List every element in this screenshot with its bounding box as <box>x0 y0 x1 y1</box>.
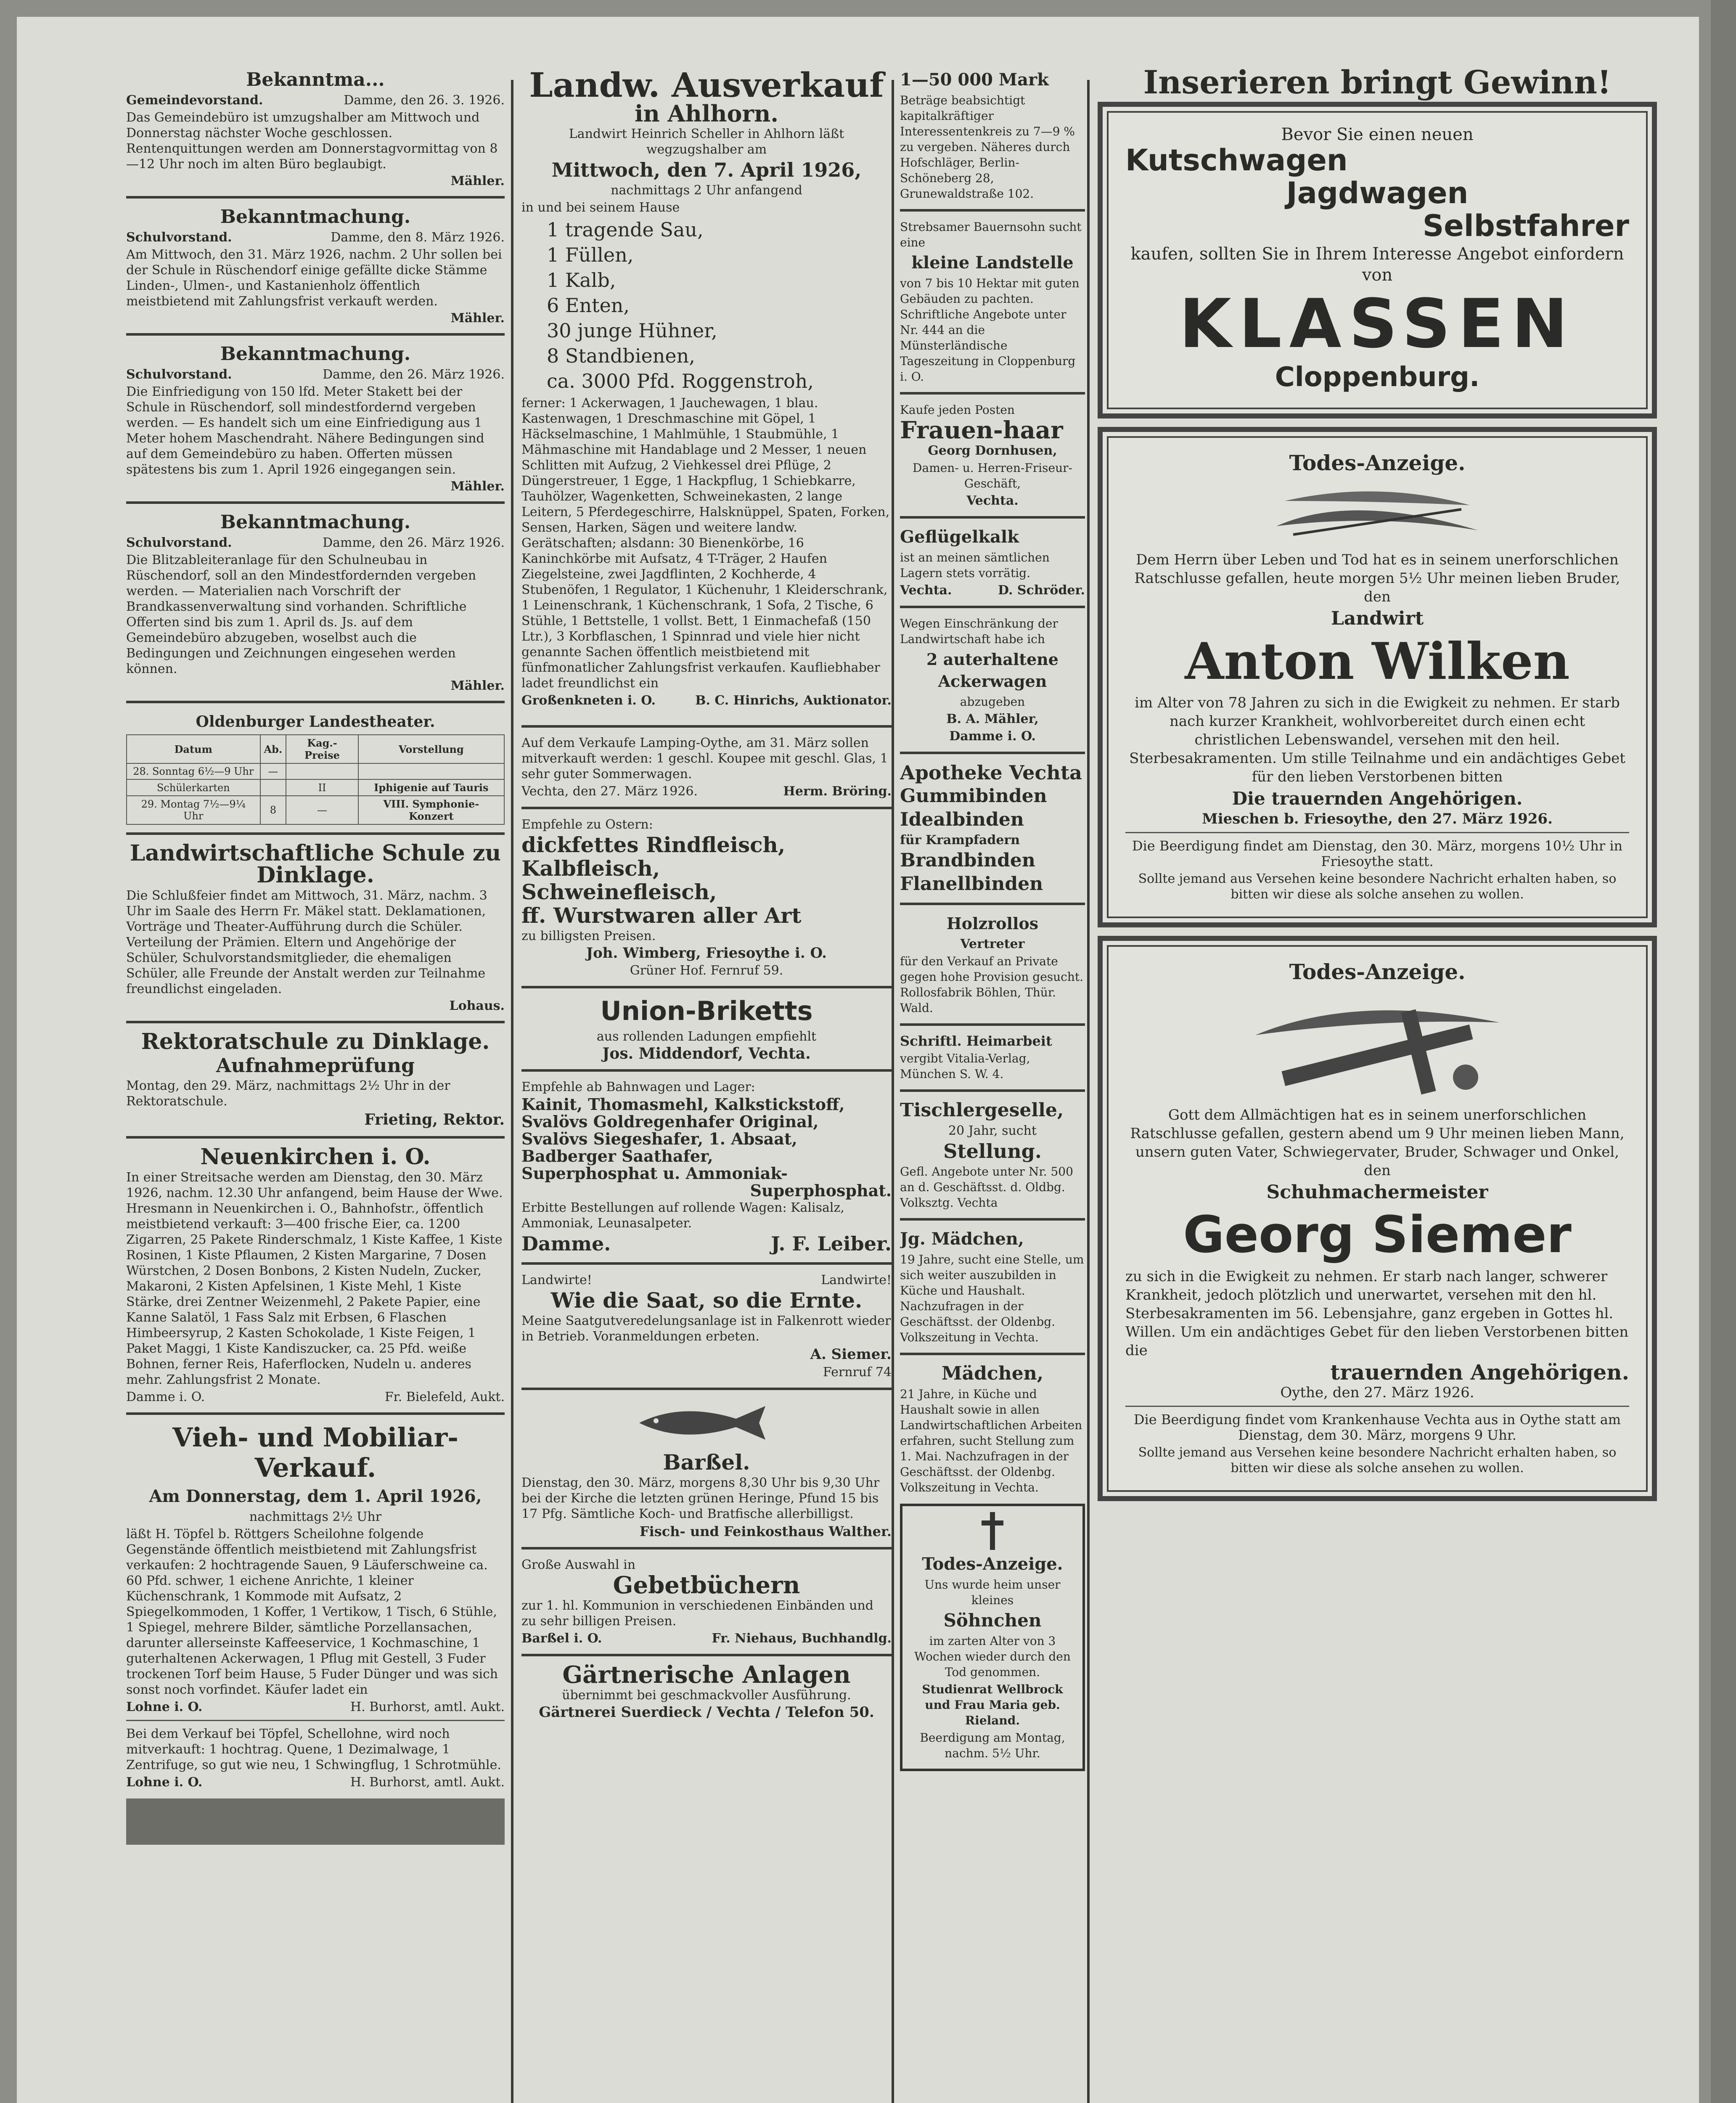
school-sign: Lohaus. <box>449 999 505 1013</box>
neuenkirchen-title: Neuenkirchen i. O. <box>200 1144 431 1170</box>
notice-1 <box>126 69 505 188</box>
ahlhorn-intro: Landwirt Heinrich Scheller in Ahlhorn läßt wegzugshalber am <box>569 127 844 157</box>
wimberg-sign: Joh. Wimberg, Friesoythe i. O. <box>586 945 827 961</box>
column-rule <box>511 80 513 2103</box>
siemer-title: Todes-Anzeige. <box>1289 959 1466 984</box>
todes-small-body1: Uns wurde heim unser kleines <box>924 1578 1061 1607</box>
saat-title: Wie die Saat, so die Ernte. <box>550 1288 863 1313</box>
gaertner-title: Gärtnerische Anlagen <box>562 1661 851 1689</box>
list-item: Superphosphat. <box>750 1181 892 1200</box>
lamping-ad <box>521 735 892 799</box>
vieh-ad <box>126 1422 505 1790</box>
palm-branch-icon <box>1125 476 1629 549</box>
column-rule <box>1087 80 1090 2103</box>
siemer-name: Georg Siemer <box>1183 1206 1572 1264</box>
school-body: Die Schlußfeier findet am Mittwoch, 31. März, nachm. 3 Uhr im Saale des Herrn Fr. Mäkel statt. Deklamationen, Vorträge und Theater-Aufführung durch die Schüler. Verteilung der Prämien. Eltern und Angehörige der Schüler, Schulvorstandsmitglieder, die ehemaligen Schüler, alle Freunde der Anstalt werden zur Teilnahme freundlichst eingeladen. <box>126 888 487 996</box>
wilken-name: Anton Wilken <box>1185 632 1570 691</box>
list-item: 1 Kalb, <box>547 269 616 291</box>
list-item: ca. 3000 Pfd. Roggenstroh, <box>547 370 814 392</box>
notice-sign: Mähler. <box>450 678 505 693</box>
list-item: ff. Wurstwaren aller Art <box>521 903 802 928</box>
union-sign: Jos. Middendorf, Vechta. <box>602 1045 811 1062</box>
acker-title: 2 auterhaltene Ackerwagen <box>926 650 1059 691</box>
list-item: Schweinefleisch, <box>521 879 717 904</box>
list-item: für Krampfadern <box>900 833 1020 848</box>
list-item: Badberger Saathafer, <box>521 1147 713 1165</box>
list-item: Brandbinden <box>900 850 1035 871</box>
vieh-date: Am Donnerstag, dem 1. April 1926, <box>149 1486 482 1506</box>
notice-body: Am Mittwoch, den 31. März 1926, nachm. 2 Uhr sollen bei der Schule in Rüschendorf einige gefällte dicke Stämme Linden-, Ulmen-, und Kastanienholz öffentlich meistbietend mit Zahlungsfrist verkauft werden. <box>126 247 502 309</box>
klassen-place: Cloppenburg. <box>1275 362 1480 393</box>
notice-3 <box>126 343 505 494</box>
theater-schedule <box>126 711 505 825</box>
holz-title: Holzrollos <box>946 914 1039 933</box>
school-title: Landwirtschaftliche Schule zu Dinklage. <box>130 840 501 888</box>
landstelle-ad <box>900 219 1085 384</box>
frauenhaar-sub: Damen- u. Herren-Friseur-Geschäft, <box>913 461 1072 490</box>
palm-cross-icon <box>1125 985 1629 1104</box>
header-slogan: Inserieren bringt Gewinn! <box>1143 67 1612 101</box>
wimberg-ad <box>521 817 892 978</box>
ahlhorn-sub: in Ahlhorn. <box>634 100 779 127</box>
notice-date: Damme, den 8. März 1926. <box>331 230 505 245</box>
saat-tel: Fernruf 74 <box>823 1365 892 1380</box>
list-item: Flanellbinden <box>900 873 1043 895</box>
ahlhorn-sign: B. C. Hinrichs, Auktionator. <box>695 693 892 708</box>
table-cell: 8 <box>260 796 286 824</box>
ahlhorn-ad <box>521 67 892 708</box>
vieh-body: läßt H. Töpfel b. Röttgers Scheilohne folgende Gegenstände öffentlich meistbietend mit Zahlungsfrist verkaufen: 2 hochtragende Sauen, 9 Läuferschweine ca. 60 Pfd. schwer, 1 eichene Anrichte, 1 kleiner Küchenschrank, 1 Kommode mit Aufsatz, 2 Spiegelkommoden, 1 Koffer, 1 Vertikow, 1 Tisch, 6 Stühle, 1 Spiegel, mehrere Bilder, sämtliche Porzellansachen, darunter allerseinste Kaffeeservice, 1 Kochmaschine, 1 guterhaltenen Ackerwagen, 1 Pflug mit Gestell, 3 Fuder trockenen Torf beim Hause, 5 Fuder Dünger und was sich sonst noch vorfindet. Käufer ladet ein <box>126 1527 498 1697</box>
gebet-body: zur 1. hl. Kommunion in verschiedenen Einbänden und zu sehr billigen Preisen. <box>521 1598 874 1629</box>
todes-small-note: Beerdigung am Montag, nachm. 5½ Uhr. <box>920 1731 1065 1760</box>
gaertner-ad <box>521 1661 892 1721</box>
ahlhorn-place2: Großenkneten i. O. <box>521 693 656 708</box>
ahlhorn-title: Landw. Ausverkauf <box>529 67 884 105</box>
apotheke-title: Apotheke Vechta <box>900 761 1082 784</box>
notice-lead: Gemeindevorstand. <box>126 93 263 108</box>
gefluegel-sign: D. Schröder. <box>998 583 1085 598</box>
lamping-place: Vechta, den 27. März 1926. <box>521 784 698 799</box>
heimarbeit-body: vergibt Vitalia-Verlag, München S. W. 4. <box>900 1052 1030 1081</box>
theater-table <box>126 734 505 825</box>
notice-title: Bekanntma... <box>246 69 385 90</box>
list-item: 1 Füllen, <box>547 244 634 266</box>
list-item: Selbstfahrer <box>1422 209 1629 243</box>
fisch-ad <box>521 1398 892 1539</box>
notice-title: Bekanntmachung. <box>220 343 411 365</box>
list-item: Gummibinden <box>900 785 1047 807</box>
holz-body: für den Verkauf an Private gegen hohe Provision gesucht. Rollosfabrik Böhlen, Thür. Wald. <box>900 954 1084 1015</box>
holz-ad <box>900 913 1085 1016</box>
table-header: Datum <box>127 735 260 763</box>
wimberg-addr: Grüner Hof. Fernruf 59. <box>630 963 783 978</box>
gaertner-body: übernimmt bei geschmackvoller Ausführung. <box>562 1688 851 1703</box>
table-cell: — <box>286 796 358 824</box>
tischler-ad <box>900 1099 1085 1210</box>
notice-body: Das Gemeindebüro ist umzugshalber am Mittwoch und Donnerstag nächster Woche geschlossen. Rentenquittungen werden am Donnerstagvormittag von 8—12 Uhr noch im alten Büro beglaubigt. <box>126 110 498 172</box>
siemer-sign: trauernden Angehörigen. <box>1330 1360 1629 1385</box>
notice-lead: Schulvorstand. <box>126 367 232 382</box>
list-item: Superphosphat u. Ammoniak- <box>521 1164 788 1183</box>
gaertner-sign: Gärtnerei Suerdieck / Vechta / Telefon 50. <box>539 1704 874 1721</box>
table-cell <box>286 763 358 779</box>
todes-small-sign: Studienrat Wellbrock und Frau Maria geb. Rieland. <box>922 1682 1063 1727</box>
gefluegel-ad <box>900 526 1085 598</box>
column-2 <box>521 67 892 2103</box>
acker-ad <box>900 616 1085 744</box>
heimarbeit-ad <box>900 1033 1085 1082</box>
table-row <box>127 779 504 796</box>
vieh-place: Lohne i. O. <box>126 1700 203 1714</box>
dark-bar <box>126 1798 505 1845</box>
siemer-note2: Sollte jemand aus Versehen keine besondere Nachricht erhalten haben, so bitten wir diese als solche ansehen zu wollen. <box>1138 1445 1617 1475</box>
notice-body: Die Einfriedigung von 150 lfd. Meter Stakett bei der Schule in Rüschendorf, soll mindestfordernd vergeben werden. — Es handelt sich um eine Einfriedigung aus 1 Meter hohem Maschendraht. Nähere Bedingungen sind auf dem Gemeindebüro zu haben. Offerten müssen spätestens bis zum 1. April 1926 eingegangen sein. <box>126 384 484 477</box>
maedchen2-body: 21 Jahre, in Küche und Haushalt sowie in allen Landwirtschaftlichen Arbeiten erfahren, sucht Stellung zum 1. Mai. Nachzufragen in der Geschäftsst. der Oldenbg. Volkszeitung in Vechta. <box>900 1387 1082 1494</box>
column-4 <box>1098 67 1657 2103</box>
table-cell: Iphigenie auf Tauris <box>358 779 504 796</box>
fisch-body: Dienstag, den 30. März, morgens 8,30 Uhr bis 9,30 Uhr bei der Kirche die letzten grünen Heringe, Pfund 15 bis 17 Pfg. Sämtliche Koch- und Bratfische allerbilligst. <box>521 1475 880 1521</box>
vieh-time: nachmittags 2½ Uhr <box>249 1510 382 1524</box>
table-cell: 29. Montag 7½—9¼ Uhr <box>127 796 260 824</box>
list-item: 6 Enten, <box>547 294 630 317</box>
notice-lead: Schulvorstand. <box>126 230 232 245</box>
maedchen2-title: Mädchen, <box>941 1363 1044 1384</box>
leiber-note: Erbitte Bestellungen auf rollende Wagen: Kalisalz, Ammoniak, Leunasalpeter. <box>521 1200 844 1231</box>
klassen-body: kaufen, sollten Sie in Ihrem Interesse Angebot einfordern von <box>1130 244 1624 285</box>
ahlhorn-date: Mittwoch, den 7. April 1926, <box>551 159 862 181</box>
siemer-death-notice <box>1098 936 1657 1501</box>
acker-place: Damme i. O. <box>949 729 1036 744</box>
list-item: Idealbinden <box>900 809 1024 830</box>
cross-icon <box>910 1512 1075 1552</box>
saat-sign: A. Siemer. <box>810 1346 892 1363</box>
notice-date: Damme, den 26. März 1926. <box>323 367 505 382</box>
acker-body: Wegen Einschränkung der Landwirtschaft habe ich <box>900 617 1058 646</box>
wilken-note: Die Beerdigung findet am Dienstag, den 30. März, morgens 10½ Uhr in Friesoythe statt. <box>1132 838 1623 869</box>
list-item: 30 junge Hühner, <box>547 319 717 342</box>
frauenhaar-intro: Kaufe jeden Posten <box>900 403 1015 417</box>
notice-4 <box>126 511 505 693</box>
saat-left: Landwirte! <box>521 1273 592 1287</box>
column-1 <box>126 67 505 2103</box>
union-sub: aus rollenden Ladungen empfiehlt <box>596 1029 817 1044</box>
frauenhaar-title: Frauen-haar <box>900 416 1063 444</box>
landstelle-title: kleine Landstelle <box>911 253 1074 273</box>
wimberg-intro: Empfehle zu Ostern: <box>521 817 653 832</box>
notice-lead: Schulvorstand. <box>126 535 232 550</box>
siemer-role: Schuhmachermeister <box>1266 1181 1488 1203</box>
table-cell: VIII. Symphonie-Konzert <box>358 796 504 824</box>
vieh-sign: H. Burhorst, amtl. Aukt. <box>350 1700 505 1714</box>
maedchen1-ad <box>900 1228 1085 1345</box>
wilken-body2: im Alter von 78 Jahren zu sich in die Ewigkeit zu nehmen. Er starb nach kurzer Krankheit, wohlvorbereitet durch einen echt christlichen Lebenswandel, versehen mit den heil. Sterbesakramenten. Um stille Teilnahme und ein andächtiges Gebet für den lieben Verstorbenen bitten <box>1129 694 1625 785</box>
vieh-title: Vieh- und Mobiliar-Verkauf. <box>172 1422 459 1483</box>
wilken-death-notice <box>1098 427 1657 927</box>
list-item: 8 Standbienen, <box>547 344 695 367</box>
leiber-intro: Empfehle ab Bahnwagen und Lager: <box>521 1080 755 1094</box>
apotheke-ad <box>900 762 1085 895</box>
table-header: Vorstellung <box>358 735 504 763</box>
fisch-sign: Fisch- und Feinkosthaus Walther. <box>639 1523 892 1539</box>
ahlhorn-time: nachmittags 2 Uhr anfangend <box>611 183 802 198</box>
gebet-sign: Fr. Niehaus, Buchhandlg. <box>712 1631 892 1646</box>
fish-icon <box>521 1398 892 1450</box>
vieh-place2: Lohne i. O. <box>126 1775 203 1790</box>
list-item: Kalbfleisch, <box>521 856 660 881</box>
rektorat-body: Montag, den 29. März, nachmittags 2½ Uhr in der Rektoratschule. <box>126 1078 450 1109</box>
school-ad <box>126 842 505 1013</box>
rektorat-ad <box>126 1031 505 1128</box>
neuenkirchen-place: Damme i. O. <box>126 1390 205 1404</box>
frauenhaar-place: Vechta. <box>966 493 1019 508</box>
maedchen2-ad <box>900 1363 1085 1495</box>
table-cell <box>260 779 286 796</box>
list-item: Svalövs Siegeshafer, 1. Absaat, <box>521 1129 797 1148</box>
ahlhorn-place: in und bei seinem Hause <box>521 200 680 215</box>
table-row <box>127 796 504 824</box>
landstelle-body: von 7 bis 10 Hektar mit guten Gebäuden zu pachten. Schriftliche Angebote unter Nr. 444 an die Münsterländische Tageszeitung in Cloppenburg i. O. <box>900 276 1080 384</box>
union-title: Union-Briketts <box>600 996 813 1026</box>
frauenhaar-ad <box>900 402 1085 509</box>
tischler-title: Tischlergeselle, <box>900 1099 1064 1121</box>
mark-title: 1—50 000 Mark <box>900 70 1049 90</box>
siemer-body2: zu sich in die Ewigkeit zu nehmen. Er starb nach langer, schwerer Krankheit, jedoch plötzlich und unerwartet, versehen mit den hl. Sterbesakramenten im 56. Lebensjahre, ganz ergeben in Gottes hl. Willen. Um ein andächtiges Gebet für den lieben Verstorbenen bitten die <box>1125 1268 1629 1359</box>
siemer-note: Die Beerdigung findet vom Krankenhause Vechta aus in Oythe statt am Dienstag, dem 30. März, morgens 9 Uhr. <box>1133 1412 1621 1443</box>
list-item: Kainit, Thomasmehl, Kalkstickstoff, <box>521 1095 845 1114</box>
table-cell: — <box>260 763 286 779</box>
notice-body: Die Blitzableiteranlage für den Schulneubau in Rüschendorf, soll an den Mindestfordernden vergeben werden. — Materialien nach Vorschrift der Brandkassenverwaltung sind vorhanden. Schriftliche Offerten sind bis zum 1. April ds. Js. auf dem Gemeindebüro abzugeben, woselbst auch die Bedingungen und Zeichnungen eingesehen werden können. <box>126 553 476 676</box>
wilken-body: Dem Herrn über Leben und Tod hat es in seinem unerforschlichen Ratschlusse gefallen, heute morgen 5½ Uhr meinen lieben Bruder, den <box>1134 551 1620 605</box>
union-ad <box>521 996 892 1062</box>
leiber-place: Damme. <box>521 1232 611 1255</box>
todes-small-title: Todes-Anzeige. <box>922 1554 1063 1574</box>
maedchen1-title: Jg. Mädchen, <box>900 1229 1024 1249</box>
todes-small-name: Söhnchen <box>943 1610 1042 1631</box>
klassen-brand: KLASSEN <box>1179 284 1576 363</box>
notice-date: Damme, den 26. März 1926. <box>323 535 505 550</box>
column-3 <box>900 67 1085 2103</box>
table-row <box>127 763 504 779</box>
wilken-sign: Die trauernden Angehörigen. <box>1232 788 1523 809</box>
todes-small-body2: im zarten Alter von 3 Wochen wieder durch den Tod genommen. <box>914 1634 1071 1679</box>
neuenkirchen-ad <box>126 1146 505 1405</box>
siemer-body: Gott dem Allmächtigen hat es in seinem unerforschlichen Ratschlusse gefallen, gestern abend um 9 Uhr meinen lieben Mann, unsern guten Vater, Schwiegervater, Bruder, Schwager und Onkel, den <box>1130 1107 1625 1179</box>
frauenhaar-sign: Georg Dornhusen, <box>928 443 1057 458</box>
vieh-sign2: H. Burhorst, amtl. Aukt. <box>350 1775 505 1790</box>
list-item: 1 tragende Sau, <box>547 218 704 241</box>
saat-right: Landwirte! <box>821 1273 892 1287</box>
theater-title: Oldenburger Landestheater. <box>196 713 435 731</box>
rektorat-title: Rektoratschule zu Dinklage. <box>141 1029 490 1054</box>
gebet-ad <box>521 1557 892 1646</box>
mark-ad <box>900 69 1085 201</box>
list-item: Svalövs Goldregenhafer Original, <box>521 1112 819 1131</box>
notice-title: Bekanntmachung. <box>220 511 411 533</box>
rektorat-sub: Aufnahmeprüfung <box>216 1054 415 1077</box>
notice-sign: Mähler. <box>450 479 505 494</box>
table-cell <box>358 763 504 779</box>
table-cell: 28. Sonntag 6½—9 Uhr <box>127 763 260 779</box>
notice-title: Bekanntmachung. <box>220 206 411 228</box>
table-header: Kag.-Preise <box>286 735 358 763</box>
klassen-intro: Bevor Sie einen neuen <box>1281 125 1474 144</box>
gebet-intro: Große Auswahl in <box>521 1557 636 1572</box>
wilken-place: Mieschen b. Friesoythe, den 27. März 1926. <box>1202 810 1553 827</box>
list-item: dickfettes Rindfleisch, <box>521 832 786 857</box>
vieh-extra: Bei dem Verkauf bei Töpfel, Schellohne, wird noch mitverkauft: 1 hochtrag. Quene, 1 Dezimalwage, 1 Zentrifuge, so gut wie neu, 1 Schwingflug, 1 Schrotmühle. <box>126 1727 501 1772</box>
table-header: Ab. <box>260 735 286 763</box>
neuenkirchen-body: In einer Streitsache werden am Dienstag, den 30. März 1926, nachm. 12.30 Uhr anfangend, beim Hause der Wwe. Hresmann in Neuenkirchen i. O., Bahnhofstr., öffentlich meistbietend verkauft: 3—400 frische Eier, ca. 1200 Zigarren, 25 Pakete Rinderschmalz, 1 Kiste Kaffee, 1 Kiste Rosinen, 1 Kiste Pflaumen, 2 Kisten Margarine, 7 Dosen Würstchen, 2 Dosen Bonbons, 2 Kisten Nudeln, Zucker, Makaroni, 2 Kisten Apfelsinen, 1 Kiste Mehl, 1 Kiste Stärke, drei Zentner Weizenmehl, 2 Pakete Papier, eine Kanne Salatöl, 1 Fass Salz mit Erbsen, 6 Flaschen Himbeersyrup, 2 Kasten Schokolade, 1 Kiste Feigen, 1 Paket Maggi, 1 Kiste Kandiszucker, ca. 25 Pfd. weiße Bohnen, ferner Reis, Haferflocken, Nudeln u. anderes mehr. Zahlungsfrist 2 Monate. <box>126 1170 503 1387</box>
gebet-title: Gebetbüchern <box>613 1571 800 1599</box>
landstelle-intro: Strebsamer Bauernsohn sucht eine <box>900 220 1082 249</box>
wilken-role: Landwirt <box>1331 608 1424 629</box>
wimberg-note: zu billigsten Preisen. <box>521 929 656 943</box>
ahlhorn-body: ferner: 1 Ackerwagen, 1 Jauchewagen, 1 blau. Kastenwagen, 1 Dreschmaschine mit Göpel, 1 Häckselmaschine, 1 Mahlmühle, 1 Staubmühle, 1 Mähmaschine mit Handablage und 2 Messer, 1 neuen Schlitten mit Aufzug, 2 Viehkessel drei Pflüge, 2 Düngerstreuer, 1 Egge, 1 Hackpflug, 1 Schiebkarre, Tauhölzer, Wagenketten, Schweinekasten, 2 lange Leitern, 5 Pferdegeschirre, Halsknüppel, Spaten, Forken, Sensen, Harken, Sägen und weitere landw. Gerätschaften; alsdann: 30 Bienenkörbe, 16 Kaninchkörbe mit Aufsatz, 4 T-Träger, 2 Haufen Ziegelsteine, zwei Jagdflinten, 2 Kochherde, 4 Stubenöfen, 1 Regulator, 1 Küchenuhr, 1 Kleiderschrank, 1 Leinenschrank, 1 Küchenschrank, 1 Sofa, 2 Tische, 6 Stühle, 1 Bettstelle, 1 vollst. Bett, 1 Einmachefaß (150 Ltr.), 3 Korbflaschen, 1 Spinnrad und viele hier nicht genannte Sachen öffentlich meistbietend mit fünfmonatlicher Zahlungsfrist verkaufen. Kaufliebhaber ladet freundlichst ein <box>521 396 890 691</box>
table-cell: II <box>286 779 358 796</box>
rektorat-sign: Frieting, Rektor. <box>364 1111 505 1128</box>
gefluegel-body: ist an meinen sämtlichen Lagern stets vorrätig. <box>900 551 1050 580</box>
tischler-sub: 20 Jahr, sucht <box>948 1123 1037 1138</box>
holz-sub: Vertreter <box>960 937 1025 951</box>
acker-sub: abzugeben <box>960 695 1025 709</box>
todes-small <box>900 1504 1085 1771</box>
maedchen1-body: 19 Jahre, sucht eine Stelle, um sich weiter auszubilden in Küche und Haushalt. Nachzufragen in der Geschäftsst. der Oldenbg. Volkszeitung in Vechta. <box>900 1253 1084 1344</box>
leiber-ad <box>521 1079 892 1255</box>
saat-ad <box>521 1272 892 1380</box>
notice-sign: Mähler. <box>450 174 505 188</box>
klassen-ad <box>1098 102 1657 418</box>
tischler-title2: Stellung. <box>943 1140 1042 1163</box>
gefluegel-title: Geflügelkalk <box>900 527 1019 547</box>
list-item: Kutschwagen <box>1125 143 1348 177</box>
neuenkirchen-sign: Fr. Bielefeld, Aukt. <box>384 1390 505 1404</box>
leiber-sign: J. F. Leiber. <box>771 1232 892 1255</box>
column-rule <box>892 80 894 2103</box>
tischler-body: Gefl. Angebote unter Nr. 500 an d. Geschäftsst. d. Oldbg. Volksztg. Vechta <box>900 1165 1073 1210</box>
heimarbeit-title: Schriftl. Heimarbeit <box>900 1033 1052 1049</box>
lamping-body: Auf dem Verkaufe Lamping-Oythe, am 31. März sollen mitverkauft werden: 1 geschl. Koupee mit geschl. Glas, 1 sehr guter Sommerwagen. <box>521 736 888 781</box>
wilken-title: Todes-Anzeige. <box>1289 450 1466 475</box>
siemer-place: Oythe, den 27. März 1926. <box>1280 1384 1474 1401</box>
scan-edge <box>1711 0 1736 2103</box>
gebet-place: Barßel i. O. <box>521 1631 602 1646</box>
table-cell: Schülerkarten <box>127 779 260 796</box>
notice-date: Damme, den 26. 3. 1926. <box>344 93 505 108</box>
lamping-sign: Herm. Bröring. <box>783 784 892 799</box>
fisch-title: Barßel. <box>663 1450 750 1475</box>
list-item: Jagdwagen <box>1286 176 1469 210</box>
notice-sign: Mähler. <box>450 311 505 326</box>
acker-sign: B. A. Mähler, <box>946 712 1039 726</box>
ahlhorn-items <box>521 217 892 394</box>
wilken-note2: Sollte jemand aus Versehen keine besondere Nachricht erhalten haben, so bitten wir diese als solche ansehen zu wollen. <box>1138 871 1617 902</box>
gefluegel-place: Vechta. <box>900 583 952 598</box>
mark-body: Beträge beabsichtigt kapitalkräftiger Interessentenkreis zu 7—9 % zu vergeben. Näheres durch Hofschläger, Berlin-Schöneberg 28, Grunewaldstraße 102. <box>900 93 1075 201</box>
notice-2 <box>126 206 505 326</box>
saat-body: Meine Saatgutveredelungsanlage ist in Falkenrott wieder in Betrieb. Voranmeldungen erbeten. <box>521 1314 891 1344</box>
